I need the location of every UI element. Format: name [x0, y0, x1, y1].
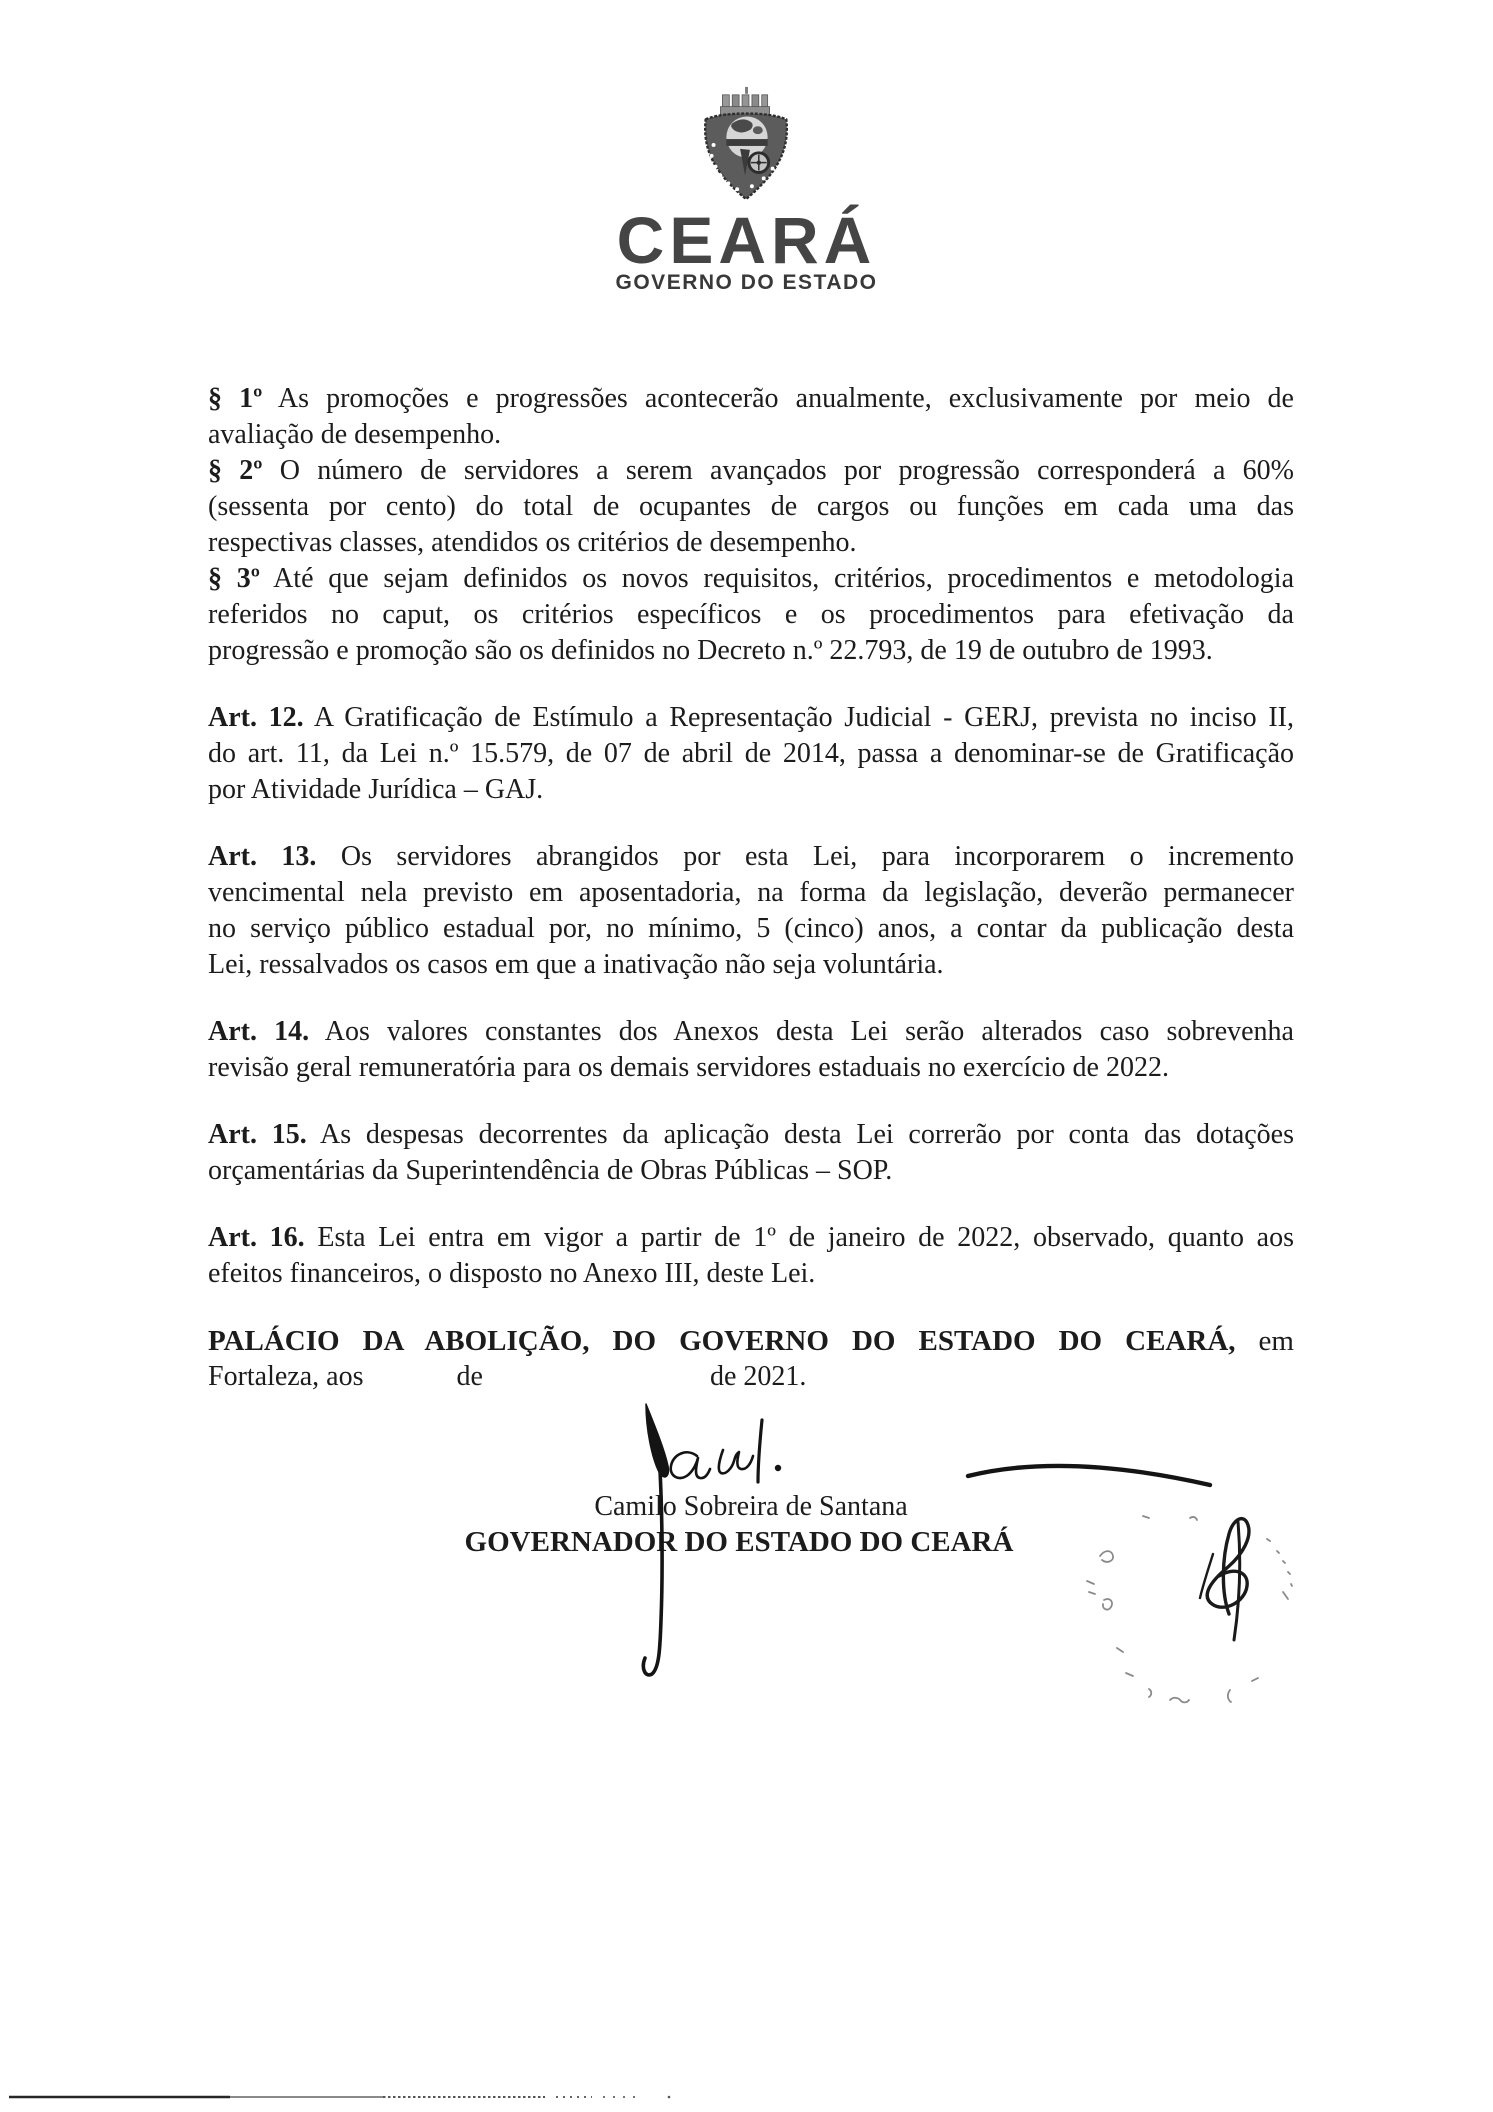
crown-icon — [720, 87, 769, 115]
signatory-name: Camilo Sobreira de Santana — [594, 1491, 908, 1522]
blank-fill-in-field — [483, 1384, 710, 1385]
text-line: § 2º O número de servidores a serem avançados por progressão corresponderá a 60% — [208, 455, 1294, 486]
text-line: por Atividade Jurídica – GAJ. — [208, 774, 544, 805]
signature-block — [208, 1490, 1294, 1560]
text-line: revisão geral remuneratória para os demais servidores estaduais no exercício de 2022. — [208, 1052, 1169, 1083]
brand-subtitle: GOVERNO DO ESTADO — [615, 271, 878, 294]
par-art12 — [208, 700, 1294, 808]
text-line: Art. 12. A Gratificação de Estímulo a Representação Judicial - GERJ, prevista no inciso II, — [208, 702, 1294, 733]
text-line: Art. 15. As despesas decorrentes da aplicação desta Lei correrão por conta das dotações — [208, 1119, 1294, 1150]
ceara-coat-of-arms-icon — [681, 84, 813, 202]
par-art14 — [208, 1014, 1294, 1086]
text-line: § 1º As promoções e progressões acontecerão anualmente, exclusivamente por meio de — [208, 383, 1294, 414]
text-line: progressão e promoção são os definidos no Decreto n.º 22.793, de 19 de outubro de 1993. — [208, 635, 1213, 666]
document-body — [208, 381, 1294, 1560]
text-line: no serviço público estadual por, no mínimo, 5 (cinco) anos, a contar da publicação desta — [208, 913, 1294, 944]
par-art13 — [208, 839, 1294, 983]
brand-name: CEARÁ — [616, 203, 877, 277]
blank-fill-in-field — [364, 1384, 457, 1385]
text-line: do art. 11, da Lei n.º 15.579, de 07 de abril de 2014, passa a denominar-se de Gratificação — [208, 738, 1294, 769]
par-art15 — [208, 1117, 1294, 1189]
text-line: Fortaleza, aos de de 2021. — [208, 1361, 807, 1392]
signatory-title: GOVERNADOR DO ESTADO DO CEARÁ — [464, 1526, 1014, 1558]
scan-artifact-line — [9, 2096, 670, 2099]
text-line: (sessenta por cento) do total de ocupantes de cargos ou funções em cada uma das — [208, 491, 1294, 522]
text-line: Art. 16. Esta Lei entra em vigor a partir de 1º de janeiro de 2022, observado, quanto aos — [208, 1222, 1294, 1253]
par-sec2 — [208, 453, 1294, 561]
text-line: orçamentárias da Superintendência de Obras Públicas – SOP. — [208, 1155, 893, 1186]
par-sec3 — [208, 561, 1294, 669]
text-line: vencimental nela previsto em aposentadoria, na forma da legislação, deverão permanecer — [208, 877, 1294, 908]
shield-icon — [705, 114, 787, 200]
par-sec1 — [208, 381, 1294, 453]
text-line: Lei, ressalvados os casos em que a inativação não seja voluntária. — [208, 949, 944, 980]
par-art16 — [208, 1220, 1294, 1292]
text-line: respectivas classes, atendidos os critérios de desempenho. — [208, 527, 857, 558]
text-line: Art. 13. Os servidores abrangidos por esta Lei, para incorporarem o incremento — [208, 841, 1294, 872]
letterhead — [0, 84, 1493, 295]
text-line: referidos no caput, os critérios específicos e os procedimentos para efetivação da — [208, 599, 1294, 630]
text-line: § 3º Até que sejam definidos os novos requisitos, critérios, procedimentos e metodologia — [208, 563, 1294, 594]
text-line: efeitos financeiros, o disposto no Anexo III, deste Lei. — [208, 1258, 816, 1289]
text-line: avaliação de desempenho. — [208, 419, 502, 450]
par-palacio — [208, 1323, 1294, 1395]
text-line: Art. 14. Aos valores constantes dos Anexos desta Lei serão alterados caso sobrevenha — [208, 1016, 1294, 1047]
text-line: PALÁCIO DA ABOLIÇÃO, DO GOVERNO DO ESTADO DO CEARÁ, em — [208, 1325, 1294, 1357]
